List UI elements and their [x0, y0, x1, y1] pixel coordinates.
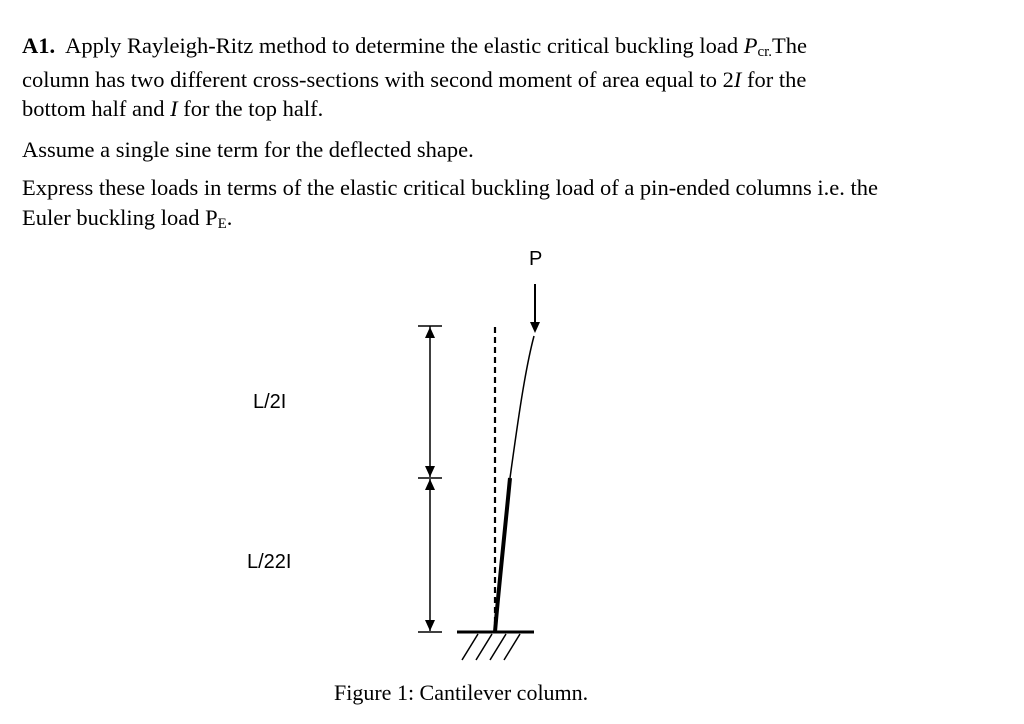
assumption-statement: Assume a single sine term for the deflected shape. — [22, 137, 474, 162]
express-line-a: Express these loads in terms of the elastic critical buckling load of a pin-ended columns i.e. the — [22, 175, 878, 200]
pcr-subscript: cr. — [757, 44, 773, 60]
express-line-b: Euler buckling load P — [22, 204, 218, 230]
deflected-column-bottom-half — [495, 478, 510, 632]
problem-label: A1. — [22, 33, 56, 58]
load-arrow — [530, 284, 540, 333]
upper-dimension-label: L/2I — [253, 391, 287, 413]
problem-line1-b: The — [772, 33, 808, 58]
problem-line2-a: column has two different cross-sections with second moment of area equal to 2 — [22, 66, 734, 92]
lower-dimension-label: L/22I — [247, 551, 292, 573]
fixed-support — [457, 632, 534, 660]
problem-line3-a: bottom half and — [22, 96, 171, 121]
express-line-c: . — [226, 204, 233, 230]
second-moment-symbol: I — [733, 66, 742, 92]
pcr-symbol: P — [743, 33, 758, 58]
problem-line2-b: for the — [741, 66, 807, 92]
pe-subscript: E — [217, 215, 227, 232]
second-moment-symbol-2: I — [170, 96, 178, 121]
problem-line3-b: for the top half. — [177, 96, 324, 121]
load-label: P — [529, 248, 543, 270]
figure-caption: Figure 1: Cantilever column. — [334, 680, 589, 705]
problem-line1-a: Apply Rayleigh-Ritz method to determine the elastic critical buckling load — [65, 33, 744, 58]
lower-dimension-line — [418, 479, 442, 632]
upper-dimension-line — [418, 326, 442, 477]
deflected-column-top-half — [510, 336, 534, 478]
